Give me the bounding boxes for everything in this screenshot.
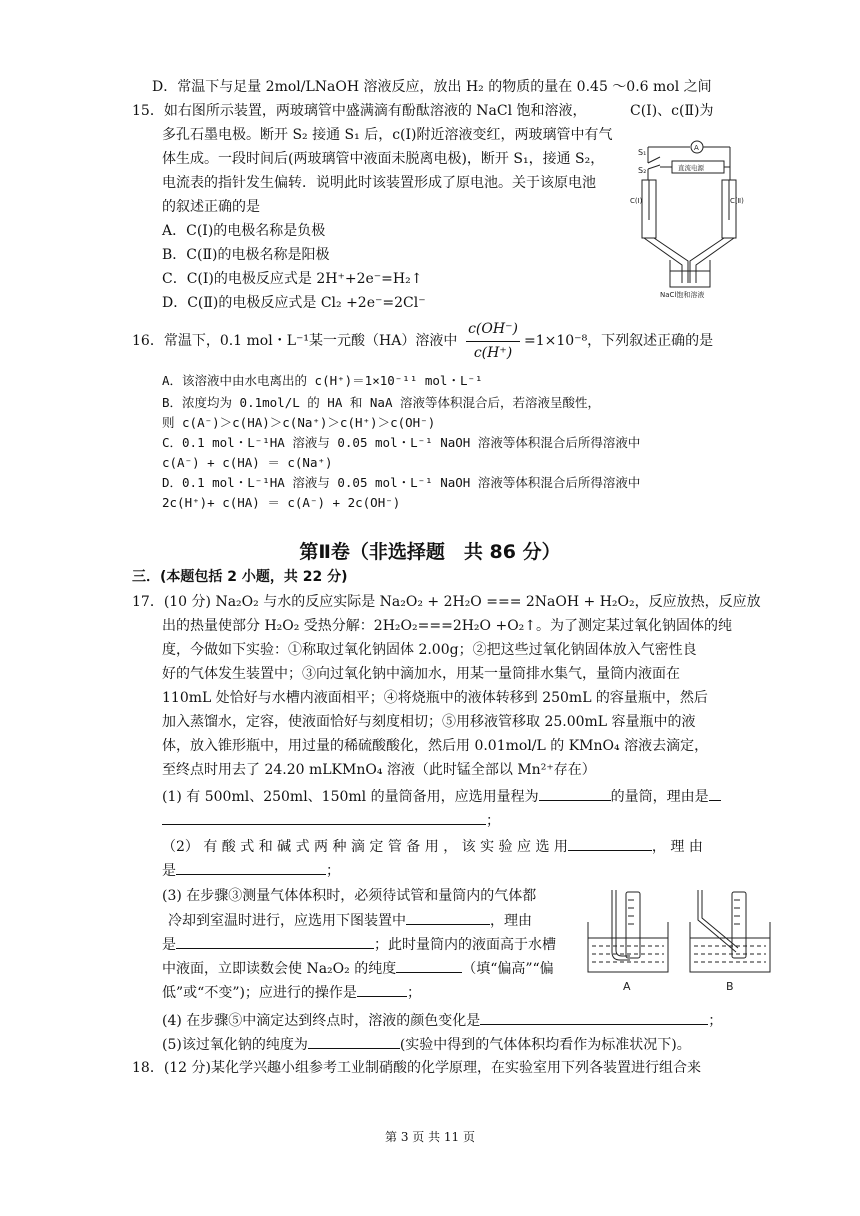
q15-line-3: 体生成。一段时间后(两玻璃管中液面未脱离电极)，断开 S₁，接通 S₂， <box>162 151 605 167</box>
switch-s1-label: S₁ <box>638 148 647 157</box>
q16-fraction-bar <box>466 341 520 342</box>
figure-label-a: A <box>623 980 631 993</box>
q16-option-c-cont: c(A⁻) + c(HA) ＝ c(Na⁺) <box>162 455 333 470</box>
q15-option-b: B．C(Ⅱ)的电极名称是阳极 <box>162 247 330 263</box>
q17-line-3: 度，今做如下实验：①称取过氧化钠固体 2.00g；②把这些过氧化钠固体放入气密性良 <box>162 642 697 658</box>
answer-blank-10[interactable] <box>480 1010 708 1025</box>
section-3-heading: 三．(本题包括 2 小题，共 22 分) <box>132 569 348 585</box>
q17-part-4: (4) 在步骤⑤中滴定达到终点时，溶液的颜色变化是 ； <box>162 1010 722 1031</box>
answer-blank-8[interactable] <box>396 958 462 973</box>
electrolysis-figure <box>630 125 748 300</box>
q16-option-b-cont: 则 c(A⁻)＞c(HA)＞c(Na⁺)＞c(H⁺)＞c(OH⁻) <box>162 415 436 430</box>
section-title: 第Ⅱ卷（非选择题 共 86 分） <box>299 541 561 563</box>
answer-blank-6[interactable] <box>406 910 490 925</box>
answer-blank-2[interactable] <box>709 786 721 801</box>
q16-fraction-denominator: c(H⁺) <box>473 345 513 361</box>
power-supply-label: 直流电源 <box>678 164 704 172</box>
q17-line-5: 110mL 处恰好与水槽内液面相平；④将烧瓶中的液体转移到 250mL 的容量瓶中，然后 <box>162 690 708 706</box>
q17-part-1-cont: ； <box>162 810 500 831</box>
electrode-c2-label: C(Ⅱ) <box>730 197 744 205</box>
q16-stem-left: 16．常温下，0.1 mol・L⁻¹某一元酸（HA）溶液中 <box>132 333 458 349</box>
q15-option-d: D．C(Ⅱ)的电极反应式是 Cl₂ +2e⁻=2Cl⁻ <box>162 295 426 311</box>
q17-line-8: 至终点时用去了 24.20 mLKMnO₄ 溶液（此时锰全部以 Mn²⁺存在） <box>162 762 596 778</box>
electrode-c1-label: C(Ⅰ) <box>630 197 643 205</box>
answer-blank-7[interactable] <box>176 934 374 949</box>
q15-line-1: 15．如右图所示装置，两玻璃管中盛满滴有酚酞溶液的 NaCl 饱和溶液， <box>132 103 587 119</box>
q17-line-4: 好的气体发生装置中；③向过氧化钠中滴加水，用某一量筒排水集气，量筒内液面在 <box>162 666 680 682</box>
q17-part-3-line-5: 低”或“不变”)；应进行的操作是 ； <box>162 982 421 1003</box>
q17-part-5: (5)该过氧化钠的纯度为 (实验中得到的气体体积均看作为标准状况下)。 <box>162 1034 691 1055</box>
figure-label-b: B <box>726 980 734 993</box>
q17-line-2: 出的热量使部分 H₂O₂ 受热分解：2H₂O₂===2H₂O +O₂↑。为了测定某过氧化钠固体的纯 <box>162 618 733 634</box>
q17-part-2: （2） 有 酸 式 和 碱 式 两 种 滴 定 管 备 用 ， 该 实 验 应 选 用 ， 理 由 <box>162 836 703 857</box>
answer-blank-1[interactable] <box>539 786 611 801</box>
q15-right-note: C(Ⅰ)、c(Ⅱ)为 <box>630 103 714 119</box>
ammeter-label: A <box>694 144 699 152</box>
answer-blank-4[interactable] <box>568 836 652 851</box>
answer-blank-3[interactable] <box>162 810 486 825</box>
q17-line-7: 体，放入锥形瓶中，用过量的稀硫酸酸化，然后用 0.01mol/L 的 KMnO₄ 溶液去滴定， <box>162 738 709 754</box>
page-footer: 第 3 页 共 11 页 <box>385 1130 475 1144</box>
q18-line-1: 18．(12 分)某化学兴趣小组参考工业制硝酸的化学原理，在实验室用下列各装置进行组合来 <box>132 1060 702 1076</box>
answer-blank-5[interactable] <box>176 860 326 875</box>
q17-line-1: 17．(10 分) Na₂O₂ 与水的反应实际是 Na₂O₂ + 2H₂O === 2NaOH + H₂O₂，反应放热，反应放 <box>132 594 761 610</box>
figure-caption: NaCl饱和溶液 <box>660 291 705 299</box>
q17-part-3-line-2: 冷却到室温时进行，应选用下图装置中 ，理由 <box>168 910 532 931</box>
q17-part-3-line-4: 中液面，立即读数会使 Na₂O₂ 的纯度 （填“偏高”“偏 <box>162 958 554 979</box>
gas-collection-figure <box>586 890 774 996</box>
q17-line-6: 加入蒸馏水，定容，使液面恰好与刻度相切；⑤用移液管移取 25.00mL 容量瓶中的液 <box>162 714 696 730</box>
q17-part-2-cont: 是 ； <box>162 860 340 881</box>
switch-s2-label: S₂ <box>638 166 647 175</box>
q17-part-3-line-3: 是 ；此时量筒内的液面高于水槽 <box>162 934 556 955</box>
q16-option-c: C．0.1 mol・L⁻¹HA 溶液与 0.05 mol・L⁻¹ NaOH 溶液等体积混合后所得溶液中 <box>162 435 641 450</box>
q15-line-4: 电流表的指针发生偏转．说明此时该装置形成了原电池。关于该原电池 <box>162 175 596 191</box>
q17-part-1: (1) 有 500ml、250ml、150ml 的量筒备用，应选用量程为 的量筒，理由是 <box>162 786 721 807</box>
answer-blank-9[interactable] <box>357 982 407 997</box>
q16-option-a: A．该溶液中由水电离出的 c(H⁺)＝1×10⁻¹¹ mol・L⁻¹ <box>162 373 483 388</box>
q15-option-a: A．C(I)的电极名称是负极 <box>162 223 326 239</box>
answer-blank-11[interactable] <box>308 1034 400 1049</box>
q16-stem-right: =1×10⁻⁸，下列叙述正确的是 <box>524 333 714 349</box>
q16-fraction-numerator: c(OH⁻) <box>468 321 518 337</box>
q16-option-b: B．浓度均为 0.1mol/L 的 HA 和 NaA 溶液等体积混合后，若溶液呈酸性， <box>162 395 601 410</box>
q14-option-d: D．常温下与足量 2mol/LNaOH 溶液反应，放出 H₂ 的物质的量在 0.45 ～0.6 mol 之间 <box>152 79 712 95</box>
q15-option-c: C．C(I)的电极反应式是 2H⁺+2e⁻=H₂↑ <box>162 271 423 287</box>
q16-option-d-cont: 2c(H⁺)+ c(HA) ＝ c(A⁻) + 2c(OH⁻) <box>162 495 401 510</box>
q15-line-2: 多孔石墨电极。断开 S₂ 接通 S₁ 后，c(I)附近溶液变红，两玻璃管中有气 <box>162 127 613 143</box>
q16-option-d: D．0.1 mol・L⁻¹HA 溶液与 0.05 mol・L⁻¹ NaOH 溶液等体积混合后所得溶液中 <box>162 475 641 490</box>
q17-part-3-line-1: (3) 在步骤③测量气体体积时，必须待试管和量筒内的气体都 <box>162 888 537 904</box>
q15-line-5: 的叙述正确的是 <box>162 199 260 215</box>
